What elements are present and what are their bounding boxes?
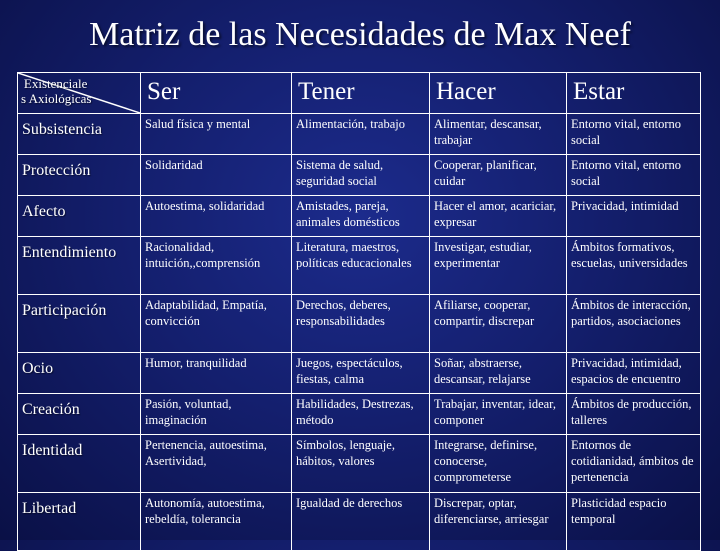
row-header-entendimiento: Entendimiento xyxy=(18,237,141,295)
table-cell: Entorno vital, entorno social xyxy=(567,114,701,155)
table-cell: Pasión, voluntad, imaginación xyxy=(141,394,292,435)
table-cell: Hacer el amor, acariciar, expresar xyxy=(430,196,567,237)
table-cell: Privacidad, intimidad, espacios de encuentro xyxy=(567,353,701,394)
table-row xyxy=(18,237,701,295)
table-row xyxy=(18,295,701,353)
row-header-subsistencia: Subsistencia xyxy=(18,114,141,155)
corner-label-line2: s Axiológicas xyxy=(21,91,92,106)
corner-label-line1: Existenciale xyxy=(23,76,88,91)
table-cell: Plasticidad espacio temporal xyxy=(567,493,701,551)
table-row xyxy=(18,155,701,196)
column-header-tener: Tener xyxy=(292,73,430,114)
needs-matrix-table xyxy=(17,72,701,551)
table-cell: Sistema de salud, seguridad social xyxy=(292,155,430,196)
table-cell: Ámbitos de producción, talleres xyxy=(567,394,701,435)
table-row xyxy=(18,196,701,237)
table-cell: Adaptabilidad, Empatía, convicción xyxy=(141,295,292,353)
table-cell: Discrepar, optar, diferenciarse, arriesgar xyxy=(430,493,567,551)
table-cell: Igualdad de derechos xyxy=(292,493,430,551)
table-cell: Autoestima, solidaridad xyxy=(141,196,292,237)
table-row xyxy=(18,114,701,155)
corner-label xyxy=(21,76,91,106)
row-header-ocio: Ocio xyxy=(18,353,141,394)
table-cell: Soñar, abstraerse, descansar, relajarse xyxy=(430,353,567,394)
row-header-participacion: Participación xyxy=(18,295,141,353)
table-cell: Alimentación, trabajo xyxy=(292,114,430,155)
table-cell: Trabajar, inventar, idear, componer xyxy=(430,394,567,435)
row-header-identidad: Identidad xyxy=(18,435,141,493)
column-header-estar: Estar xyxy=(567,73,701,114)
column-header-hacer: Hacer xyxy=(430,73,567,114)
corner-cell xyxy=(18,73,141,114)
column-header-ser: Ser xyxy=(141,73,292,114)
row-header-proteccion: Protección xyxy=(18,155,141,196)
table-cell: Ámbitos formativos, escuelas, universidades xyxy=(567,237,701,295)
table-cell: Racionalidad, intuición,,comprensión xyxy=(141,237,292,295)
table-cell: Solidaridad xyxy=(141,155,292,196)
table-row xyxy=(18,353,701,394)
table-cell: Amistades, pareja, animales domésticos xyxy=(292,196,430,237)
table-cell: Juegos, espectáculos, fiestas, calma xyxy=(292,353,430,394)
table-cell: Entorno vital, entorno social xyxy=(567,155,701,196)
table-cell: Derechos, deberes, responsabilidades xyxy=(292,295,430,353)
table-cell: Humor, tranquilidad xyxy=(141,353,292,394)
row-header-afecto: Afecto xyxy=(18,196,141,237)
row-header-creacion: Creación xyxy=(18,394,141,435)
header-row xyxy=(18,73,701,114)
slide-title: Matriz de las Necesidades de Max Neef xyxy=(89,16,631,53)
table-cell: Investigar, estudiar, experimentar xyxy=(430,237,567,295)
table-cell: Alimentar, descansar, trabajar xyxy=(430,114,567,155)
table-row xyxy=(18,394,701,435)
table-cell: Entornos de cotidianidad, ámbitos de pertenencia xyxy=(567,435,701,493)
table-cell: Privacidad, intimidad xyxy=(567,196,701,237)
table-cell: Habilidades, Destrezas, método xyxy=(292,394,430,435)
table-cell: Integrarse, definirse, conocerse, comprometerse xyxy=(430,435,567,493)
table-cell: Autonomía, autoestima, rebeldía, tolerancia xyxy=(141,493,292,551)
table-cell: Pertenencia, autoestima, Asertividad, xyxy=(141,435,292,493)
table-cell: Salud física y mental xyxy=(141,114,292,155)
row-header-libertad: Libertad xyxy=(18,493,141,551)
table-cell: Cooperar, planificar, cuidar xyxy=(430,155,567,196)
table-cell: Literatura, maestros, políticas educacionales xyxy=(292,237,430,295)
table-row xyxy=(18,493,701,551)
table-row xyxy=(18,435,701,493)
table-cell: Símbolos, lenguaje, hábitos, valores xyxy=(292,435,430,493)
table-cell: Afiliarse, cooperar, compartir, discrepar xyxy=(430,295,567,353)
table-cell: Ámbitos de interacción, partidos, asociaciones xyxy=(567,295,701,353)
